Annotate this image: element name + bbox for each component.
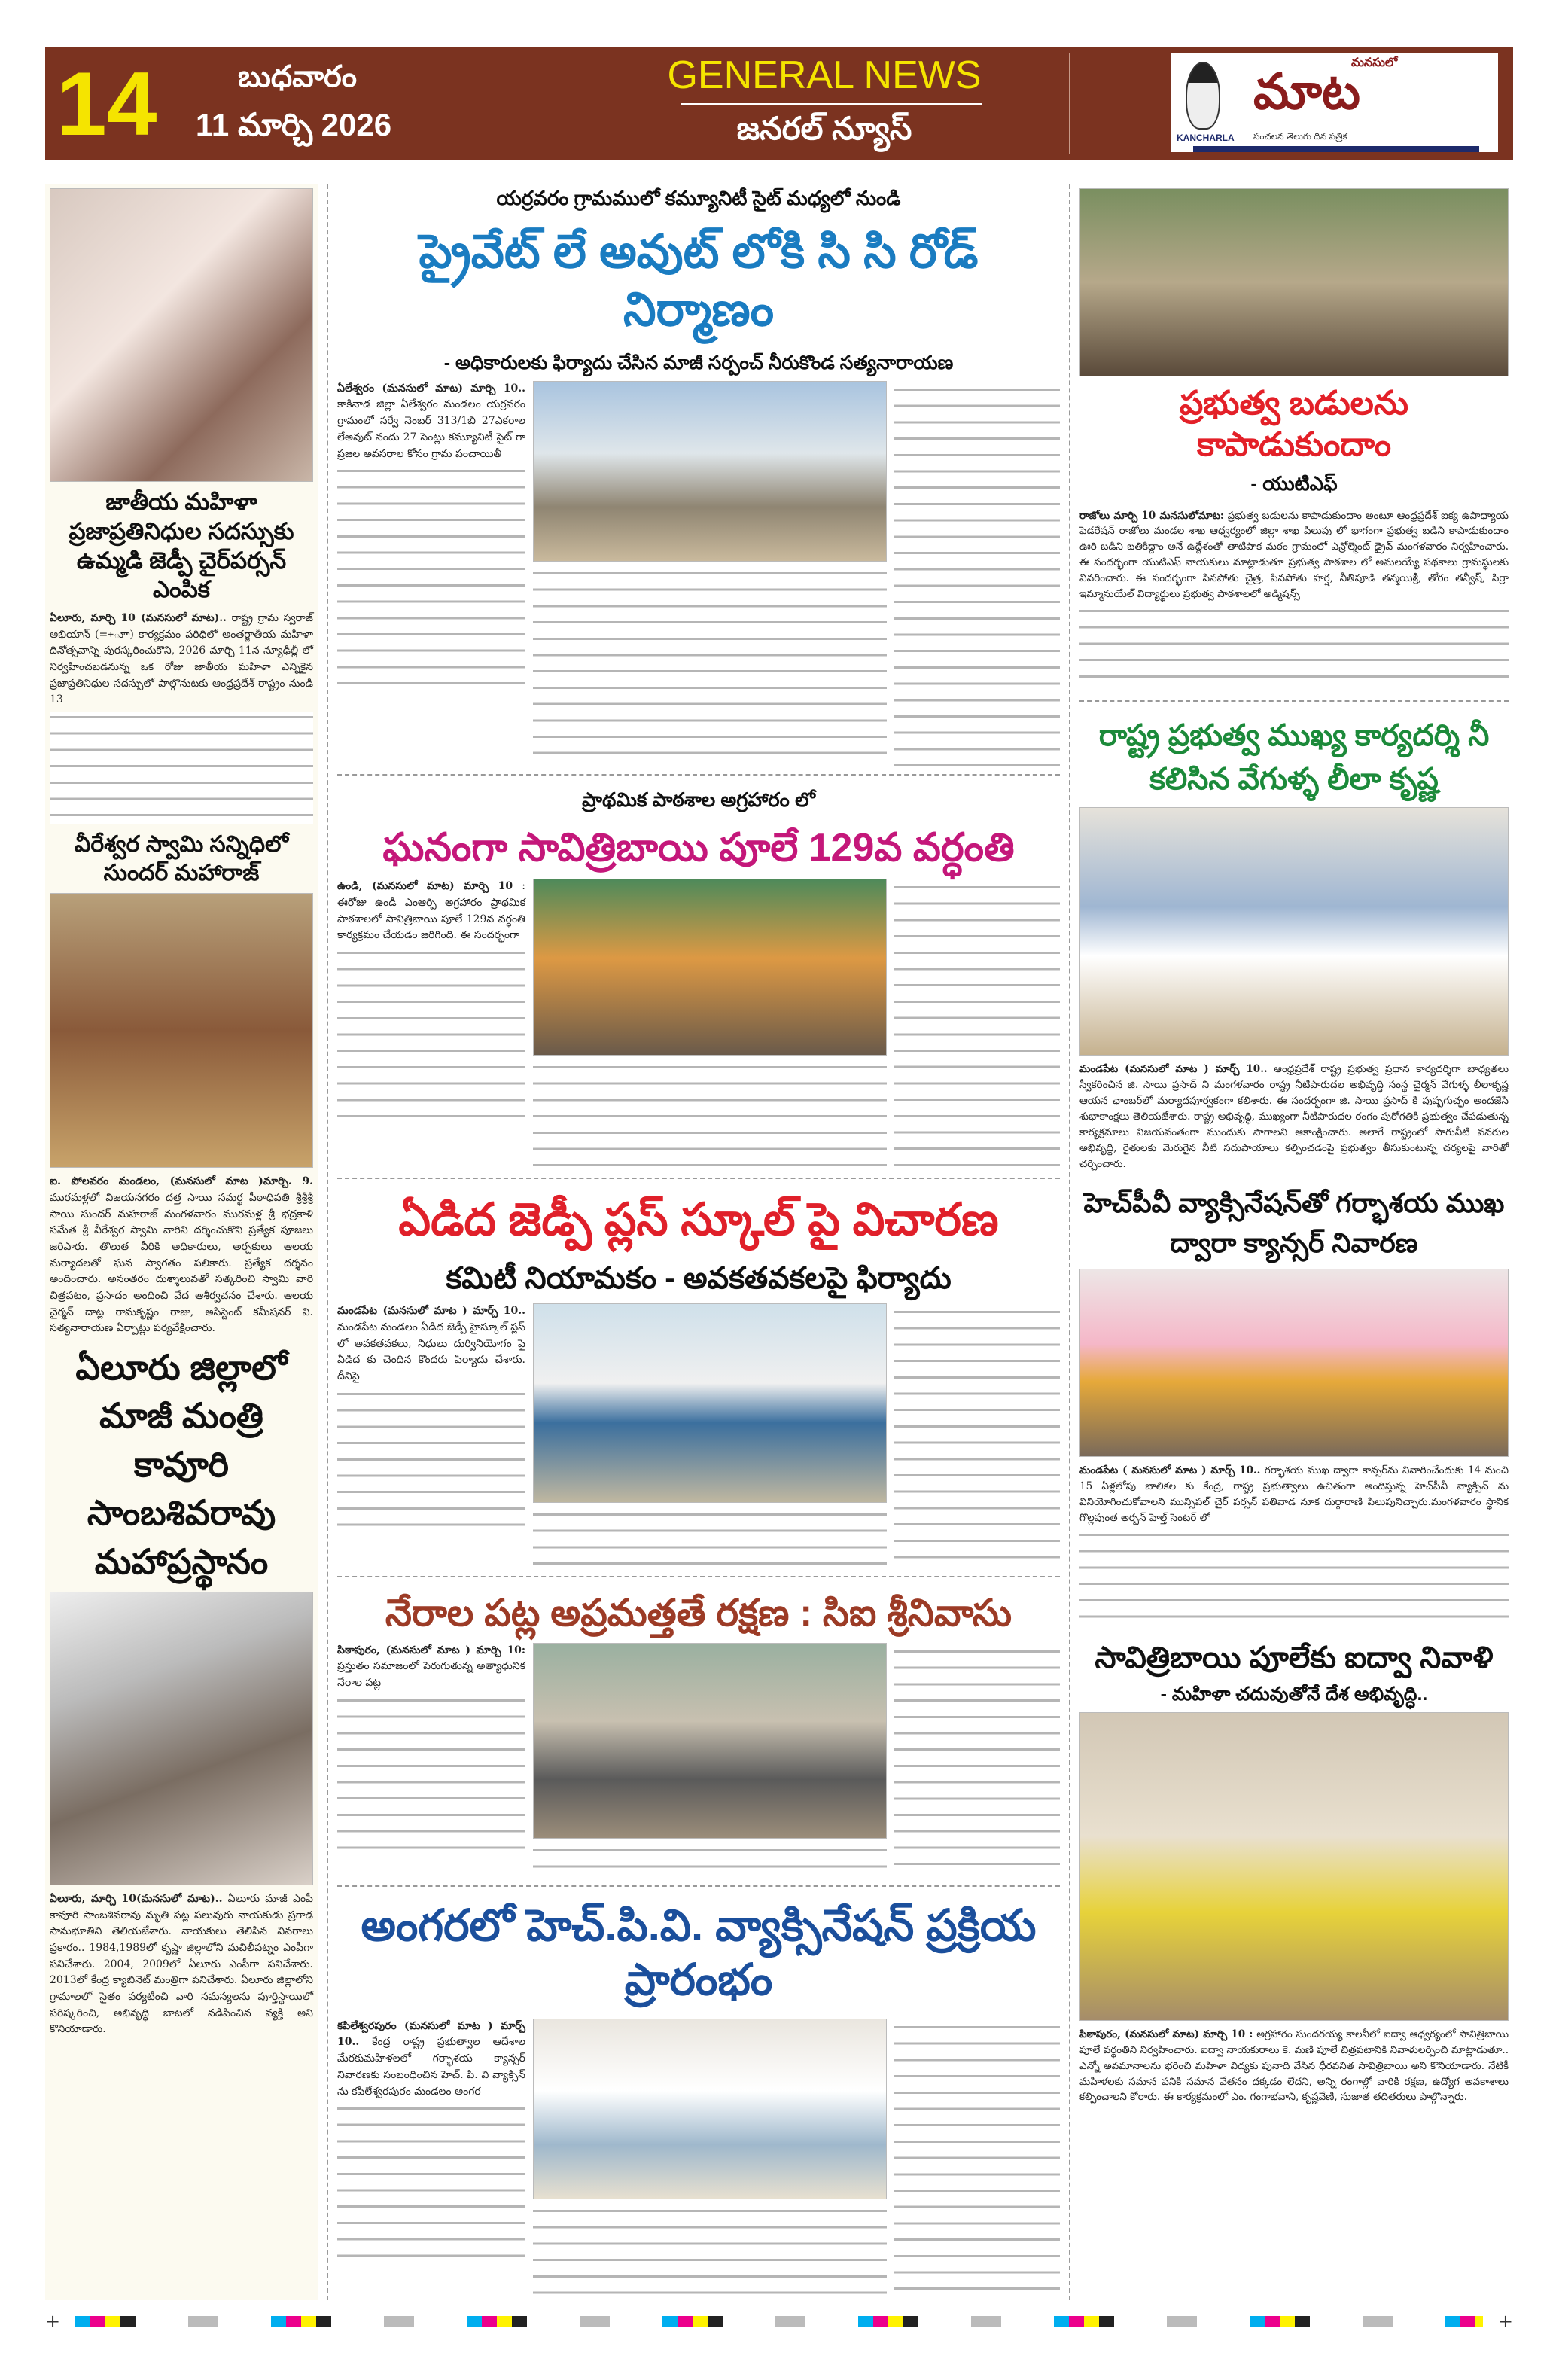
article-text: మురమళ్లలో విజయనగరం దత్త సాయి సమర్థ పీఠాధిపతి శ్రీశ్రీశ్రీ సాయి సుందర్ మహరాజ్ మంగళవారం మురమళ్ల శ్రీ భద్రకాళి సమేత శ్రీ వీరేశ్వర స్వామి వారిని దర్శించుకొని ప్రత్యేక పూజలు జరిపారు. తొలుత వీరికి అధికారులు, అర్చకులు ఆలయ మర్యాదలతో ఘన స్వాగతం పలికారు. ప్రత్యేక దర్శనం అందించారు. అనంతరం దుశ్శాలువతో సత్కరించి స్వామి వారి చిత్రపటం, ప్రసాదం అందించి వేద ఆశీర్వచనం చేశారు. ఆలయ చైర్మన్ దాట్ల రామకృష్ణం రాజు, అసిస్టెంట్ కమీషనర్ వి. సత్యనారాయణ ఏర్పాట్లు పర్యవేక్షించారు. xyxy=(50,1191,313,1335)
divider xyxy=(1069,53,1070,154)
newspaper-logo xyxy=(1171,53,1498,152)
divider xyxy=(681,103,982,105)
middle-column xyxy=(337,184,1060,2300)
article-photo xyxy=(1079,1269,1509,1457)
dateline: మండపేట (మనసులో మాట ) మార్చ్ 10.. xyxy=(337,1305,525,1318)
color-calibration-bar xyxy=(75,2316,1483,2327)
article-text-continued xyxy=(1079,605,1509,688)
article-text: : ఈరోజు ఉండి ఎంఆర్పి అగ్రహారం ప్రాథమిక పాఠశాలలో సావిత్రిబాయి పూలే 129వ వర్ధంతి కార్యక్రమం చేయడం జరిగింది. ఈ సందర్భంగా xyxy=(337,880,526,942)
article-text: రాష్ట్ర గ్రామ స్వరాజ్ అభియాన్ (=+ూా) కార్యక్రమం పరిధిలో అంతర్జాతీయ మహిళా దినోత్సవాన్ని పురస్కరించుకొని, 2026 మార్చి 11న న్యూఢిల్లీ లో నిర్వహించబడనున్న ఒక రోజు జాతీయ మహిళా ఎన్నికైన ప్రజాప్రతినిధుల సదస్సులో పాల్గొనుటకు ఆంధ్రప్రదేశ్ రాష్ట్రం నుండి 13 xyxy=(50,612,313,706)
divider xyxy=(337,1885,1060,1887)
article-photo xyxy=(50,188,313,482)
dateline: ఏలూరు, మార్చి 10(మనసులో మాట).. xyxy=(50,1892,223,1905)
article-text: కాకినాడ జిల్లా ఏలేశ్వరం మండలం యర్రవరం గ్రామంలో సర్వే నెంబర్ 313/1బి 27ఎకరాల లేఅవుట్ నందు 27 సెంట్లు కమ్యూనిటీ సైట్ గా ప్రజల అవసరాల కోసం గ్రామ పంచాయితీ xyxy=(337,398,525,460)
dateline: కపిలేశ్వరపురం (మనసులో మాట ) మార్చ్ 10.. xyxy=(337,2019,525,2049)
divider xyxy=(337,774,1060,776)
dateline: ఏలూరు, మార్చి 10 (మనసులో మాట).. xyxy=(50,612,227,624)
headline: ఘనంగా సావిత్రిబాయి పూలే 129వ వర్ధంతి xyxy=(382,826,1015,870)
kicker: యర్రవరం గ్రామములో కమ్యూనిటీ సైట్ మధ్యలో నుండి xyxy=(496,187,901,209)
article-text-continued xyxy=(50,712,313,824)
headline: అంగరలో హెచ్.పి.వి. వ్యాక్సినేషన్ ప్రక్రియ ప్రారంభం xyxy=(361,1900,1037,2005)
divider xyxy=(337,1178,1060,1179)
dateline: మండపేట ( మనసులో మాట ) మార్చ్ 10.. xyxy=(1079,1464,1261,1476)
headline: ప్రైవేట్ లే అవుట్ లోకి సి సి రోడ్ నిర్మాణం xyxy=(419,225,979,336)
article-photo xyxy=(1079,188,1509,376)
footer xyxy=(45,2311,1513,2332)
logo-bar xyxy=(1193,146,1479,152)
article-body-continued xyxy=(533,1303,887,1569)
dateline: ఉండి, (మనసులో మాట) మార్చి 10 xyxy=(337,880,513,893)
headline: రాష్ట్ర ప్రభుత్వ ముఖ్య కార్యదర్శి నీ కలిసిన వేగుళ్ళ లీలా కృష్ణ xyxy=(1098,719,1490,797)
article-text-continued xyxy=(894,1646,1060,1879)
article-text-continued xyxy=(337,947,525,1120)
article-body xyxy=(337,1303,525,1538)
article-text-continued xyxy=(337,2103,525,2269)
portrait-icon xyxy=(1186,62,1220,130)
article-body xyxy=(337,1643,525,1860)
dateline: మండపేట (మనసులో మాట ) మార్చ్ 10.. xyxy=(1079,1063,1268,1076)
article-photo xyxy=(1079,807,1509,1056)
article-body-continued xyxy=(533,2019,887,2296)
article-photo xyxy=(533,381,887,562)
article-body xyxy=(1079,1463,1509,1627)
headline: వీరేశ్వర స్వామి సన్నిధిలో సుందర్ మహారాజ్ xyxy=(75,832,288,885)
article-grid xyxy=(337,1643,1060,1879)
article-text: ప్రస్తుతం సమాజంలో పెరుగుతున్న అత్యాధునిక నేరాల పట్ల xyxy=(337,1660,525,1690)
columns xyxy=(45,184,1513,2300)
article-photo xyxy=(50,1592,313,1885)
article-text-continued xyxy=(894,2022,1060,2300)
masthead xyxy=(45,47,1513,160)
headline: జాతీయ మహిళా ప్రజాప్రతినిధుల సదస్సుకు ఉమ్మడి జెడ్పీ చైర్‌పర్సన్ ఎంపిక xyxy=(69,489,294,603)
article-text-continued xyxy=(337,1388,525,1539)
logo-brand: KANCHARLA xyxy=(1177,133,1235,143)
article-photo xyxy=(50,893,313,1168)
article-text: అగ్రహారం సుందరయ్య కాలనీలో ఐద్వా ఆధ్వర్యంలో సావిత్రిబాయి పూలే వర్ధంతిని నిర్వహించారు. ఐద్వా నాయకురాలు కె. మణి పూలే చిత్రపటానికి నివాళులర్పించి మాట్లాడుతూ.. ఎన్నో అవమానాలను భరించి మహిళా విద్యకు పునాది వేసిన ధీరవనిత సావిత్రిబాయి అని కొనియాడారు. నేటికీ మహిళలకు సమాన పనికి సమాన వేతనం దక్కడం లేదని, అన్ని రంగాల్లో వారికి రక్షణ, ఉద్యోగ అవకాశాలు కల్పించాలని కోరారు. ఈ కార్యక్రమంలో ఎం. గంగాభవాని, కృష్ణవేణి, సుజాత తదితరులు పాల్గొన్నారు. xyxy=(1079,2028,1509,2104)
article-text-continued xyxy=(894,1306,1060,1570)
page-number: 14 xyxy=(56,53,157,154)
subhead: - మహిళా చదువుతోనే దేశ అభివృద్ధి.. xyxy=(1160,1683,1428,1705)
column-divider xyxy=(1069,184,1070,2300)
date-label: 11 మార్చి 2026 xyxy=(195,107,392,142)
article-body xyxy=(337,879,525,1120)
registration-mark-icon: + xyxy=(1497,2310,1513,2332)
article-grid xyxy=(337,879,1060,1172)
article-text-continued xyxy=(533,2205,887,2296)
article-text: మండపేట మండలం ఏడిద జెడ్పీ హైస్కూల్ ప్లస్ లో అవకతవకలు, నిధులు దుర్వినియోగం పై ఏడిద కు చెందిన కొందరు పిర్యాదు చేశారు. దీనిపై xyxy=(337,1321,525,1382)
subhead: - యుటిఎఫ్ xyxy=(1250,472,1338,495)
article-body xyxy=(50,1174,313,1337)
article-text-continued xyxy=(533,1062,887,1167)
article-text: కేంద్ర రాష్ట్ర ప్రభుత్వాల ఆదేశాల మేరకుమహిళలలో గర్భాశయ క్యాన్సర్ నివారణకు సంబంధించిన హెచ్. పి. వి వ్యాక్సిన్ ను కపిలేశ్వరపురం మండలం అంగర xyxy=(337,2036,525,2098)
article-text-continued xyxy=(894,384,1060,768)
article-body xyxy=(337,381,525,691)
headline: ప్రభుత్వ బడులను కాపాడుకుందాం xyxy=(1180,385,1408,463)
headline: నేరాల పట్ల అప్రమత్తతే రక్షణ : సిఐ శ్రీనివాసు xyxy=(385,1592,1012,1635)
article-body xyxy=(1079,2027,1509,2106)
article-text-continued xyxy=(533,1845,887,1878)
article-body-continued xyxy=(533,381,887,763)
headline: ఏలూరు జిల్లాలో మాజీ మంత్రి కావూరి సాంబశివరావు మహాప్రస్థానం xyxy=(75,1348,288,1581)
article-photo xyxy=(1079,1712,1509,2021)
logo-name: మాట xyxy=(1253,63,1360,119)
logo-tagline: సంచలన తెలుగు దిన పత్రిక xyxy=(1253,131,1347,142)
article-text: ప్రభుత్వ బడులను కాపాడుకుందాం అంటూ ఆంధ్రప్రదేశ్ ఐక్య ఉపాధ్యాయ ఫెడరేషన్ రాజోలు మండల శాఖ ఆధ్వర్యంలో జిల్లా శాఖ పిలుపు లో భాగంగా ప్రభుత్వ బడిని కాపాడుకుందాం ఊరి బడిని బతికిద్దాం అనే ఉద్దేశంతో తాటిపాక మఠం గ్రామంలో ఎన్రోల్మెంట్ డ్రైవ్ మంగళవారం నిర్వహించారు. ఈ సందర్భంగా యుటిఎఫ్ నాయకులు మాట్లాడుతూ ప్రభుత్వ పాఠశాల లో అమలయ్యే పథకాలు గ్రామస్థులకు వివరించారు. ఈ సందర్భంగా పినపోతు చైత్ర, పినపోతు హర్ష, నీతిపూడి తన్మయిశ్రీ, తోరం తన్వీష్, సిర్రా ఇమ్మానుయేల్ విద్యార్థులు ప్రభుత్వ పాఠశాలలో అడ్మిషన్స్ xyxy=(1079,509,1509,601)
article-photo xyxy=(533,1303,887,1503)
article-text: ఏలూరు మాజీ ఎంపీ కావూరి సాంబశివరావు మృతి పట్ల పలువురు నాయకుడు ప్రగాఢ సానుభూతిని తెలియజేశారు. నాయకులు తెలిపిన వివరాలు ప్రకారం.. 1984,1989లో కృష్ణా జిల్లాలోని మచిలీపట్నం ఎంపీగా పనిచేశారు. 2004, 2009లో ఏలూరు ఎంపీగా పనిచేశారు. 2013లో కేంద్ర క్యాబినెట్ మంత్రిగా పనిచేశారు. ఏలూరు జిల్లాలోని గ్రామాలలో సైతం పర్యటించి వారి సమస్యలను పూర్తిస్థాయిలో పరిష్కరించి, అభివృద్ధి బాటలో నడిపించిన వ్యక్తి అని కొనియాడారు. xyxy=(50,1892,314,2036)
headline: ఏడిద జెడ్పీ ప్లస్ స్కూల్ పై విచారణ xyxy=(398,1194,999,1245)
divider xyxy=(1079,700,1509,702)
left-column xyxy=(45,184,318,2300)
registration-mark-icon: + xyxy=(45,2310,61,2332)
article-text-continued xyxy=(337,465,525,691)
dateline: ఐ. పోలవరం మండలం, (మనసులో మాట )మార్చి. 9. xyxy=(50,1175,313,1188)
article-text-continued xyxy=(533,1509,887,1569)
kicker: ప్రాథమిక పాఠశాల అగ్రహారం లో xyxy=(582,788,815,811)
section-title-en: GENERAL NEWS xyxy=(667,53,982,97)
headline: హెచ్‌పీవీ వ్యాక్సినేషన్‌తో గర్భాశయ ముఖ ద్వారా క్యాన్సర్ నివారణ xyxy=(1083,1187,1505,1258)
article-text: ఆంధ్రప్రదేశ్ రాష్ట్ర ప్రభుత్వ ప్రధాన కార్యదర్శిగా బాధ్యతలు స్వీకరించిన జి. సాయి ప్రసాద్ ని మంగళవారం రాష్ట్ర నీటిపారుదల అభివృద్ధి సంస్థ చైర్మన్ వేగుళ్ళ లీలాకృష్ణ ఆయన ఛాంబర్‌లో మర్యాదపూర్వకంగా కలిశారు. ఈ సందర్భంగా జి. సాయి ప్రసాద్ కి పుష్పగుచ్ఛం అందజేసి శుభాకాంక్షలు తెలియజేశారు. రాష్ట్ర అభివృద్ధి, ముఖ్యంగా నీటిపారుదల రంగం పురోగతికి ప్రభుత్వం చేపడుతున్న కార్యక్రమాలు విజయవంతంగా ముందుకు సాగాలని ఆకాంక్షించారు. అలాగే రాష్ట్రంలో సాగునీటి వనరుల అభివృద్ధి, రైతులకు మెరుగైన నీటి సదుపాయాలు కల్పించడంపై ప్రభుత్వం తీసుకుంటున్న చర్యలపై వారితో చర్చించారు. xyxy=(1079,1063,1509,1170)
right-column xyxy=(1079,184,1509,2300)
article-grid xyxy=(337,2019,1060,2300)
article-photo xyxy=(533,879,887,1056)
article-text-continued xyxy=(894,882,1060,1172)
column-divider xyxy=(327,184,328,2300)
article-text: గర్భాశయ ముఖ ద్వారా కాన్సర్‌ను నివారించేందుకు 14 నుంచి 15 ఏళ్లలోపు బాలికల కు కేంద్ర, రాష్ట్ర ప్రభుత్వాలు ఉచితంగా అందిస్తున్న హెచ్‌పీవీ వ్యాక్సిన్ ను వినియోగించుకోవాలని మున్సిపల్ చైర్ పర్సన్ పతివాడ నూక దుర్గారాణి పిలుపునిచ్చారు.మంగళవారం స్థానిక గొల్లపుంత అర్బన్ హెల్త్ సెంటర్ లో xyxy=(1079,1464,1509,1524)
subhead: కమిటీ నియామకం - అవకతవకలపై ఫిర్యాదు xyxy=(446,1262,952,1296)
article-photo xyxy=(533,2019,887,2199)
dateline: రాజోలు మార్చి 10 మనసులోమాట: xyxy=(1079,509,1224,522)
article-photo xyxy=(533,1643,887,1839)
section-title-te: జనరల్ న్యూస్ xyxy=(736,111,912,146)
article-body xyxy=(337,2019,525,2269)
article-grid xyxy=(337,1303,1060,1570)
article-text-continued xyxy=(337,1695,525,1860)
logo-kicker: మనసులో xyxy=(1351,56,1398,69)
article-text-continued xyxy=(533,568,887,763)
article-body xyxy=(50,611,313,824)
dateline: పిఠాపురం, (మనసులో మాట ) మార్చి 10: xyxy=(337,1644,525,1656)
article-body xyxy=(1079,508,1509,689)
article-body xyxy=(1079,1062,1509,1172)
article-body-continued xyxy=(533,1643,887,1878)
subhead: - అధికారులకు ఫిర్యాదు చేసిన మాజీ సర్పంచ్ నీరుకొండ సత్యనారాయణ xyxy=(443,352,954,373)
article-grid xyxy=(337,381,1060,768)
article-text-continued xyxy=(1079,1529,1509,1627)
dateline: పిఠాపురం, (మనసులో మాట) మార్చి 10 : xyxy=(1079,2028,1253,2040)
dateline: ఏలేశ్వరం (మనసులో మాట) మార్చి 10.. xyxy=(337,382,525,395)
article-body-continued xyxy=(533,879,887,1167)
headline: సావిత్రిబాయి పూలేకు ఐద్వా నివాళి xyxy=(1095,1641,1494,1675)
day-label: బుధవారం xyxy=(238,60,357,93)
divider xyxy=(337,1576,1060,1577)
article-body xyxy=(50,1891,313,2038)
